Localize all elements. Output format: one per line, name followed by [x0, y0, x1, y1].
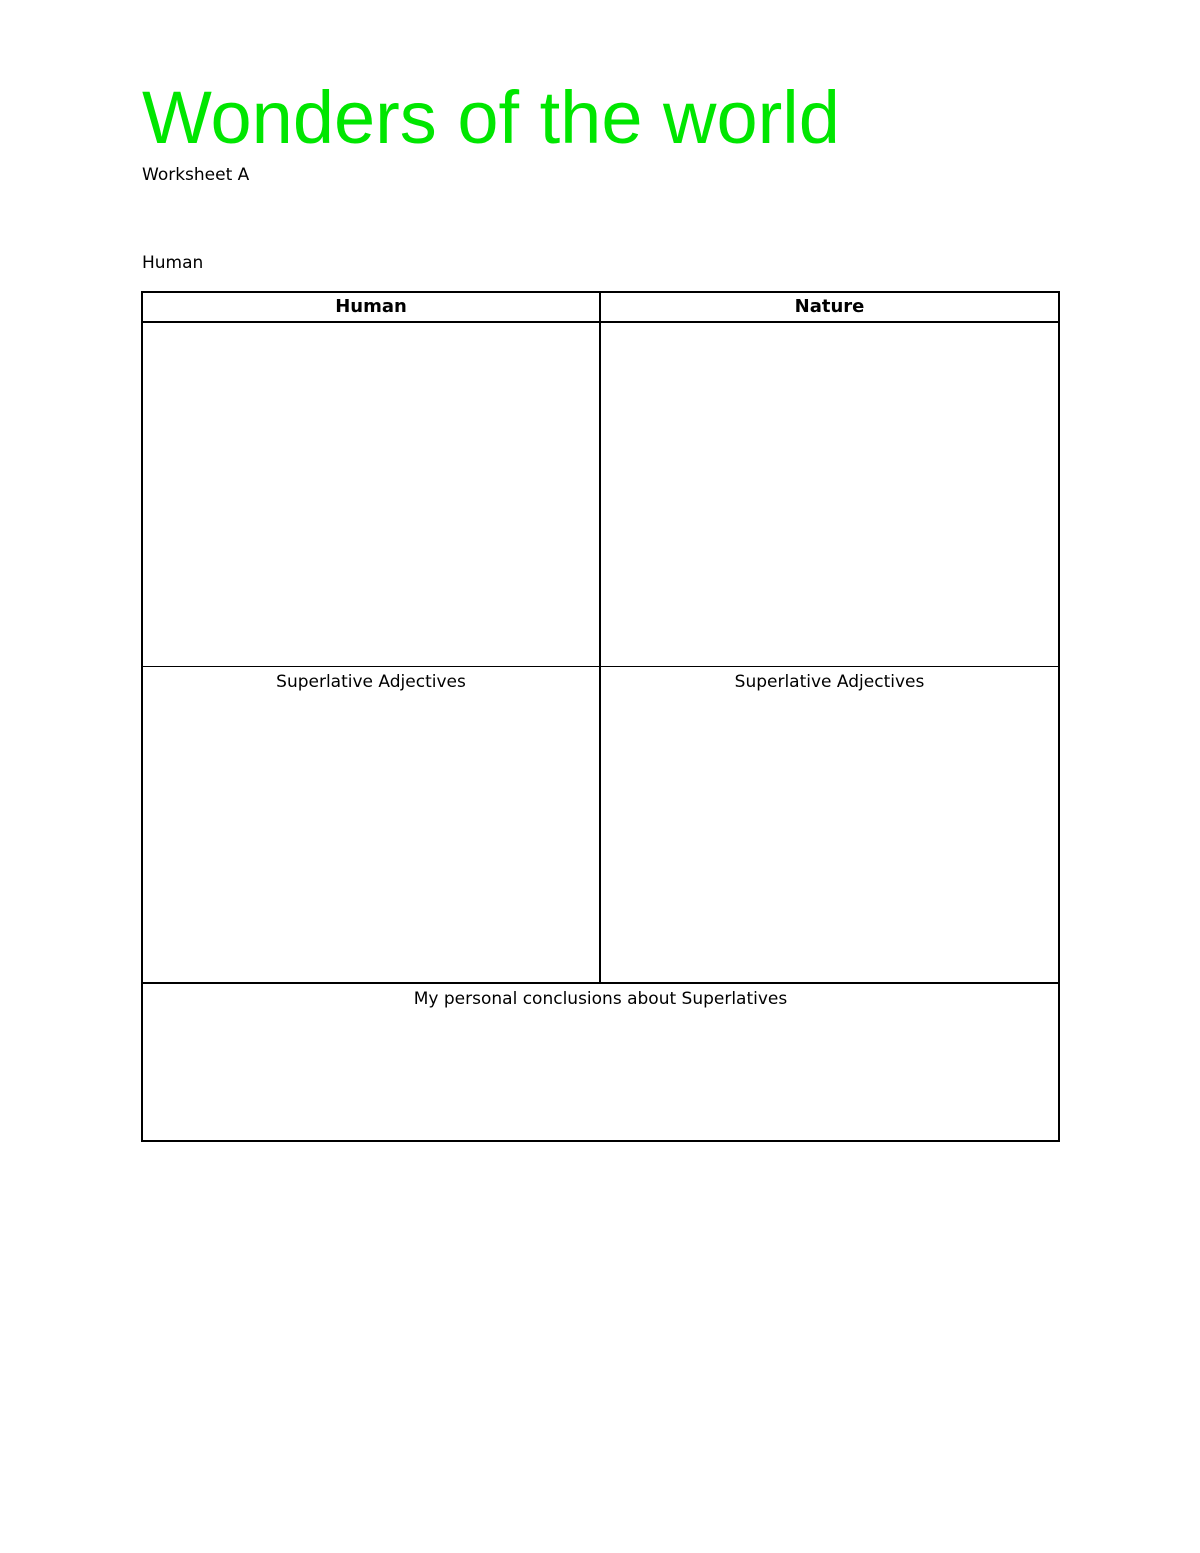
section-label: Human: [142, 253, 204, 273]
column-header-nature: Nature: [601, 293, 1058, 323]
nature-wonders-cell[interactable]: [601, 323, 1058, 667]
nature-superlatives-label: Superlative Adjectives: [734, 672, 925, 692]
worksheet-table: [141, 291, 1060, 1142]
nature-superlatives-cell[interactable]: [601, 667, 1058, 984]
worksheet-subtitle: Worksheet A: [142, 165, 250, 185]
human-superlatives-cell[interactable]: [143, 667, 601, 984]
page-title: Wonders of the world: [142, 76, 840, 159]
conclusions-label: My personal conclusions about Superlatives: [413, 989, 788, 1009]
human-superlatives-label: Superlative Adjectives: [276, 672, 466, 692]
column-header-human: Human: [143, 293, 601, 323]
human-wonders-cell[interactable]: [143, 323, 601, 667]
conclusions-cell[interactable]: [143, 984, 1058, 1140]
